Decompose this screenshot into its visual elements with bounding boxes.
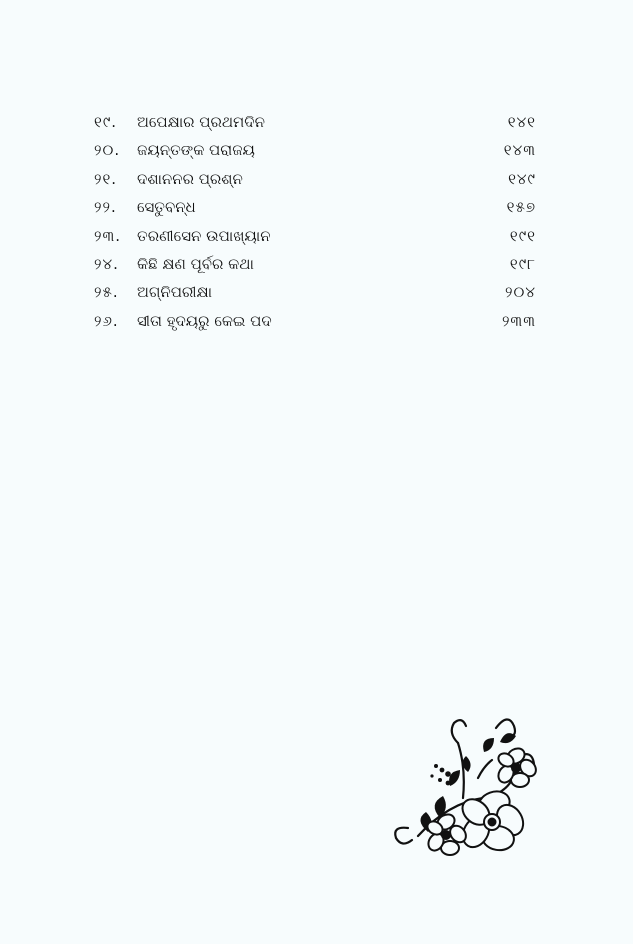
chapter-number: ୧୯.	[94, 113, 118, 131]
table-of-contents	[94, 112, 536, 339]
chapter-title: ଜୟନ୍ତଙ୍କ ପରାଜୟ	[137, 141, 255, 160]
chapter-title: ସୀତା ହୃଦୟରୁ କେଇ ପଦ	[137, 311, 272, 330]
page-number: ୨୦୪	[505, 283, 536, 302]
toc-entry[interactable]	[94, 112, 536, 140]
chapter-number: ୨୬.	[94, 311, 119, 330]
chapter-number: ୨୩.	[94, 226, 122, 245]
floral-corner-ornament-icon	[388, 708, 543, 868]
chapter-title: ଅଗ୍ନିପରୀକ୍ଷା	[137, 283, 213, 302]
page-number: ୧୯୮	[509, 254, 536, 273]
chapter-number: ୨୧.	[94, 169, 118, 188]
page-number: ୧୫୭	[506, 198, 536, 217]
page-number: ୧୪୯	[508, 169, 536, 188]
toc-entry[interactable]	[94, 282, 536, 310]
chapter-title: କିଛି କ୍ଷଣ ପୂର୍ବର କଥା	[137, 254, 254, 273]
chapter-title: ତରଣୀସେନ ଉପାଖ୍ୟାନ	[137, 226, 271, 245]
page-number: ୧୪୧	[507, 113, 536, 131]
page-number: ୧୯୧	[509, 226, 536, 245]
toc-entry[interactable]	[94, 226, 536, 254]
page-number: ୧୪୩	[503, 141, 536, 160]
toc-entry[interactable]	[94, 311, 536, 339]
page-number: ୨୩୩	[501, 311, 536, 330]
toc-entry[interactable]	[94, 140, 536, 168]
chapter-title: ଅପେକ୍ଷାର ପ୍ରଥମଦିନ	[137, 113, 265, 131]
chapter-number: ୨୨.	[94, 198, 117, 217]
chapter-number: ୨୪.	[94, 254, 119, 273]
chapter-number: ୨୦.	[94, 141, 121, 160]
chapter-title: ଦଶାନନର ପ୍ରଶ୍ନ	[137, 169, 243, 188]
chapter-number: ୨୫.	[94, 283, 119, 302]
toc-entry[interactable]	[94, 254, 536, 282]
chapter-title: ସେତୁବନ୍ଧ	[137, 198, 196, 217]
toc-entry[interactable]	[94, 197, 536, 225]
toc-entry[interactable]	[94, 169, 536, 197]
